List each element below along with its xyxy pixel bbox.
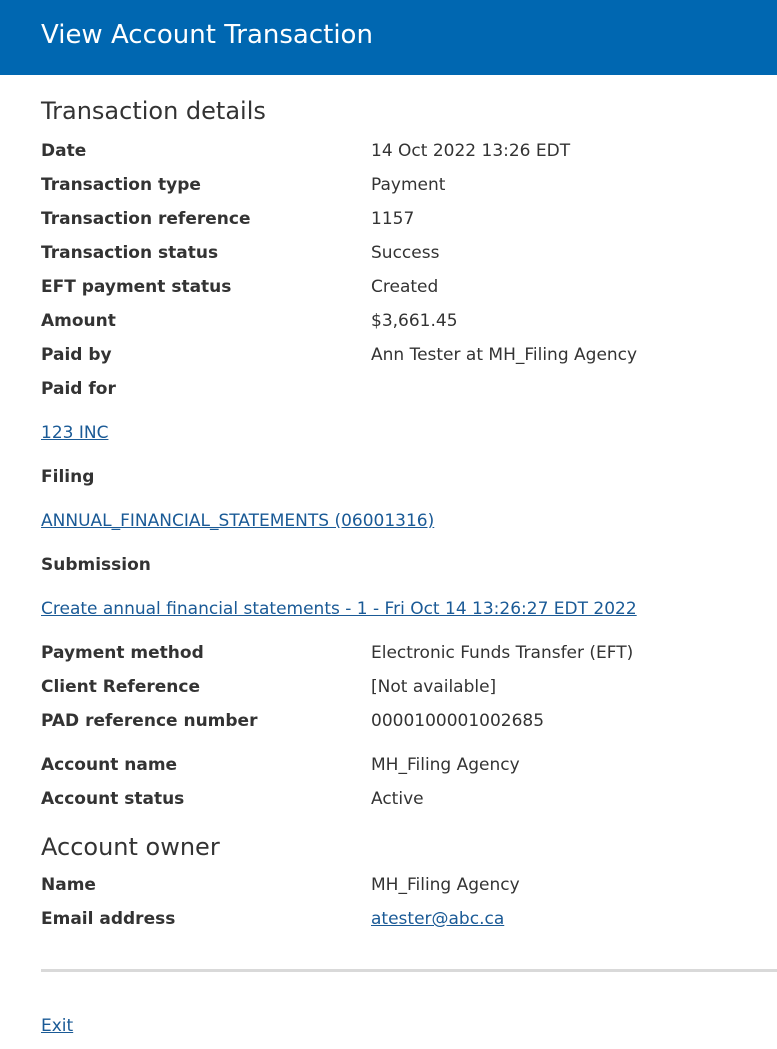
client-reference-label: Client Reference <box>41 677 200 697</box>
owner-email-link[interactable]: atester@abc.ca <box>371 909 505 929</box>
transaction-reference-value: 1157 <box>371 209 415 229</box>
account-status-label: Account status <box>41 789 185 809</box>
filing-label: Filing <box>41 467 95 487</box>
pad-reference-label: PAD reference number <box>41 711 258 731</box>
owner-name-value: MH_Filing Agency <box>371 875 520 895</box>
paid-by-label: Paid by <box>41 345 112 365</box>
owner-name-label: Name <box>41 875 96 895</box>
transaction-details-heading: Transaction details <box>41 97 266 125</box>
client-reference-value: [Not available] <box>371 677 497 697</box>
date-label: Date <box>41 141 87 161</box>
transaction-status-value: Success <box>371 243 440 263</box>
paid-for-label: Paid for <box>41 379 116 399</box>
amount-value: $3,661.45 <box>371 311 458 331</box>
page-title: View Account Transaction <box>41 20 373 50</box>
payment-method-label: Payment method <box>41 643 204 663</box>
transaction-status-label: Transaction status <box>41 243 219 263</box>
account-name-label: Account name <box>41 755 178 775</box>
paid-by-value: Ann Tester at MH_Filing Agency <box>371 345 638 365</box>
owner-email-label: Email address <box>41 909 176 929</box>
date-value: 14 Oct 2022 13:26 EDT <box>371 141 571 161</box>
exit-link[interactable]: Exit <box>41 1016 74 1036</box>
account-status-value: Active <box>371 789 424 809</box>
pad-reference-value: 0000100001002685 <box>371 711 545 731</box>
eft-payment-status-value: Created <box>371 277 439 297</box>
transaction-type-value: Payment <box>371 175 446 195</box>
account-name-value: MH_Filing Agency <box>371 755 520 775</box>
payment-method-value: Electronic Funds Transfer (EFT) <box>371 643 634 663</box>
submission-label: Submission <box>41 555 151 575</box>
transaction-type-label: Transaction type <box>41 175 201 195</box>
eft-payment-status-label: EFT payment status <box>41 277 232 297</box>
account-owner-heading: Account owner <box>41 833 220 861</box>
submission-link[interactable]: Create annual financial statements - 1 - Fri Oct 14 13:26:27 EDT 2022 <box>41 599 637 619</box>
transaction-reference-label: Transaction reference <box>41 209 251 229</box>
paid-for-link[interactable]: 123 INC <box>41 423 109 443</box>
footer-divider <box>41 969 777 972</box>
amount-label: Amount <box>41 311 116 331</box>
page-header <box>0 0 777 75</box>
filing-link[interactable]: ANNUAL_FINANCIAL_STATEMENTS (06001316) <box>41 511 435 531</box>
